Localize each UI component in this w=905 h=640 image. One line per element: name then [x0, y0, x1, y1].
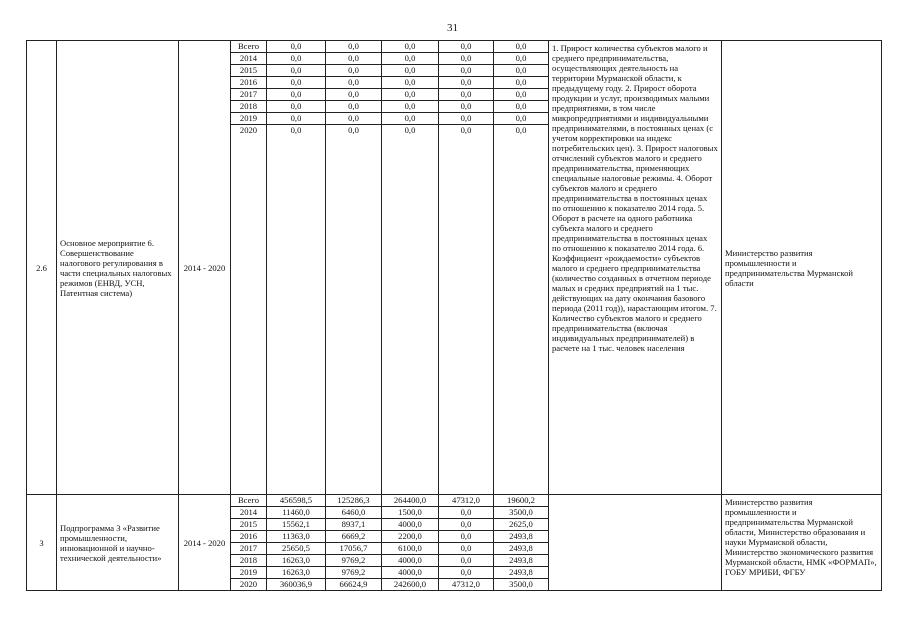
value-cell: 0,0: [267, 125, 326, 137]
year-cell: 2014: [231, 507, 267, 519]
value-cell: 19600,2: [494, 495, 549, 507]
executor: Министерство развития промышленности и предпринимательства Мурманской области: [722, 41, 882, 495]
value-cell: 17056,7: [326, 543, 382, 555]
year-cell: 2014: [231, 53, 267, 65]
value-cell: 6460,0: [326, 507, 382, 519]
value-cell: 0,0: [439, 507, 494, 519]
value-cell: 0,0: [494, 77, 549, 89]
value-cell: 11460,0: [267, 507, 326, 519]
value-cell: 0,0: [382, 113, 439, 125]
year-cell: 2019: [231, 113, 267, 125]
value-cell: 0,0: [439, 113, 494, 125]
executor: Министерство развития промышленности и предпринимательства Мурманской области, Министерство образования и науки Мурманской области, Министерство экономического развития Мурманской области, НМК «ФОРМАП», ГОБУ МРИБИ, ФГБУ: [722, 495, 882, 591]
value-cell: 0,0: [439, 101, 494, 113]
value-cell: 0,0: [382, 65, 439, 77]
value-cell: 2493,8: [494, 543, 549, 555]
value-cell: 2493,8: [494, 555, 549, 567]
year-cell: 2018: [231, 555, 267, 567]
year-cell: Всего: [231, 495, 267, 507]
value-cell: 1500,0: [382, 507, 439, 519]
value-cell: 4000,0: [382, 567, 439, 579]
row-number: 3: [27, 495, 57, 591]
value-cell: 0,0: [267, 65, 326, 77]
year-cell: Всего: [231, 41, 267, 53]
value-cell: 2493,8: [494, 567, 549, 579]
value-cell: 2493,8: [494, 531, 549, 543]
value-cell: 0,0: [439, 53, 494, 65]
year-row: [27, 41, 882, 53]
empty-cell: [382, 136, 439, 495]
value-cell: 0,0: [439, 531, 494, 543]
activity-name: Подпрограмма 3 «Развитие промышленности, инновационной и научно-технической деятельности»: [57, 495, 179, 591]
year-cell: 2017: [231, 543, 267, 555]
value-cell: 242600,0: [382, 579, 439, 591]
value-cell: 2625,0: [494, 519, 549, 531]
value-cell: 66624,9: [326, 579, 382, 591]
year-cell: 2015: [231, 65, 267, 77]
value-cell: 0,0: [494, 41, 549, 53]
year-cell: 2020: [231, 125, 267, 137]
value-cell: 0,0: [267, 53, 326, 65]
value-cell: 9769,2: [326, 555, 382, 567]
value-cell: 0,0: [267, 41, 326, 53]
value-cell: 0,0: [494, 89, 549, 101]
value-cell: 0,0: [326, 89, 382, 101]
value-cell: 0,0: [382, 41, 439, 53]
empty-cell: [494, 136, 549, 495]
page-number: 31: [447, 22, 458, 34]
value-cell: 0,0: [439, 543, 494, 555]
value-cell: 0,0: [267, 89, 326, 101]
value-cell: 0,0: [326, 77, 382, 89]
value-cell: 0,0: [439, 65, 494, 77]
period: 2014 - 2020: [179, 41, 231, 495]
activity-name: Основное мероприятие 6. Совершенствование налогового регулирования в части специальных налоговых режимов (ЕНВД, УСН, Патентная система): [57, 41, 179, 495]
row-number: 2.6: [27, 41, 57, 495]
value-cell: 0,0: [494, 125, 549, 137]
value-cell: 0,0: [326, 41, 382, 53]
value-cell: 0,0: [439, 77, 494, 89]
year-cell: 2017: [231, 89, 267, 101]
empty-cell: [231, 136, 267, 495]
value-cell: 125286,3: [326, 495, 382, 507]
value-cell: 3500,0: [494, 507, 549, 519]
value-cell: 16263,0: [267, 567, 326, 579]
value-cell: 2200,0: [382, 531, 439, 543]
value-cell: 0,0: [382, 77, 439, 89]
value-cell: 0,0: [326, 101, 382, 113]
indicators: [549, 495, 722, 591]
value-cell: 47312,0: [439, 495, 494, 507]
value-cell: 0,0: [382, 89, 439, 101]
value-cell: 0,0: [439, 125, 494, 137]
value-cell: 9769,2: [326, 567, 382, 579]
indicators: 1. Прирост количества субъектов малого и среднего предпринимательства, осуществляющих деятельность на территории Мурманской области, к предыдущему году. 2. Прирост оборота продукции и услуг, производимых малыми предприятиями, в том числе микропредприятиями и индивидуальными предпринимателями, в постоянных ценах (с учетом корректировки на индекс потребительских цен). 3. Прирост налоговых отчислений субъектов малого и среднего предпринимательства, применяющих специальные налоговые режимы. 4. Оборот субъектов малого и среднего предпринимательства в постоянных ценах по отношению к показателю 2014 года. 5. Оборот в расчете на одного работника субъекта малого и среднего предпринимательства в постоянных ценах по отношению к показателю 2014 года. 6. Коэффициент «рождаемости» субъектов малого и среднего предпринимательства (количество созданных в отчетном периоде малых и средних предприятий на 1 тыс. действующих на дату окончания базового периода (2011 год)), нарастающим итогом. 7. Количество субъектов малого и среднего предпринимательства (включая индивидуальных предпринимателей) в расчете на 1 тыс. человек населения: [549, 41, 722, 495]
value-cell: 360036,9: [267, 579, 326, 591]
value-cell: 0,0: [439, 555, 494, 567]
value-cell: 47312,0: [439, 579, 494, 591]
period: 2014 - 2020: [179, 495, 231, 591]
value-cell: 6100,0: [382, 543, 439, 555]
value-cell: 0,0: [494, 65, 549, 77]
value-cell: 0,0: [494, 101, 549, 113]
value-cell: 3500,0: [494, 579, 549, 591]
program-table: [26, 40, 882, 591]
value-cell: 0,0: [494, 53, 549, 65]
value-cell: 0,0: [267, 77, 326, 89]
value-cell: 0,0: [439, 41, 494, 53]
value-cell: 4000,0: [382, 519, 439, 531]
value-cell: 456598,5: [267, 495, 326, 507]
empty-cell: [267, 136, 326, 495]
year-cell: 2019: [231, 567, 267, 579]
value-cell: 0,0: [267, 101, 326, 113]
value-cell: 0,0: [382, 125, 439, 137]
year-row: [27, 495, 882, 507]
value-cell: 6669,2: [326, 531, 382, 543]
value-cell: 0,0: [326, 113, 382, 125]
value-cell: 25650,5: [267, 543, 326, 555]
value-cell: 0,0: [439, 89, 494, 101]
value-cell: 0,0: [326, 53, 382, 65]
value-cell: 0,0: [494, 113, 549, 125]
value-cell: 16263,0: [267, 555, 326, 567]
value-cell: 11363,0: [267, 531, 326, 543]
year-cell: 2016: [231, 77, 267, 89]
value-cell: 0,0: [326, 65, 382, 77]
value-cell: 0,0: [382, 101, 439, 113]
value-cell: 264400,0: [382, 495, 439, 507]
year-cell: 2016: [231, 531, 267, 543]
value-cell: 0,0: [439, 567, 494, 579]
empty-cell: [439, 136, 494, 495]
value-cell: 0,0: [382, 53, 439, 65]
year-cell: 2018: [231, 101, 267, 113]
year-cell: 2020: [231, 579, 267, 591]
year-cell: 2015: [231, 519, 267, 531]
value-cell: 0,0: [267, 113, 326, 125]
value-cell: 0,0: [326, 125, 382, 137]
value-cell: 8937,1: [326, 519, 382, 531]
empty-cell: [326, 136, 382, 495]
value-cell: 4000,0: [382, 555, 439, 567]
value-cell: 0,0: [439, 519, 494, 531]
value-cell: 15562,1: [267, 519, 326, 531]
